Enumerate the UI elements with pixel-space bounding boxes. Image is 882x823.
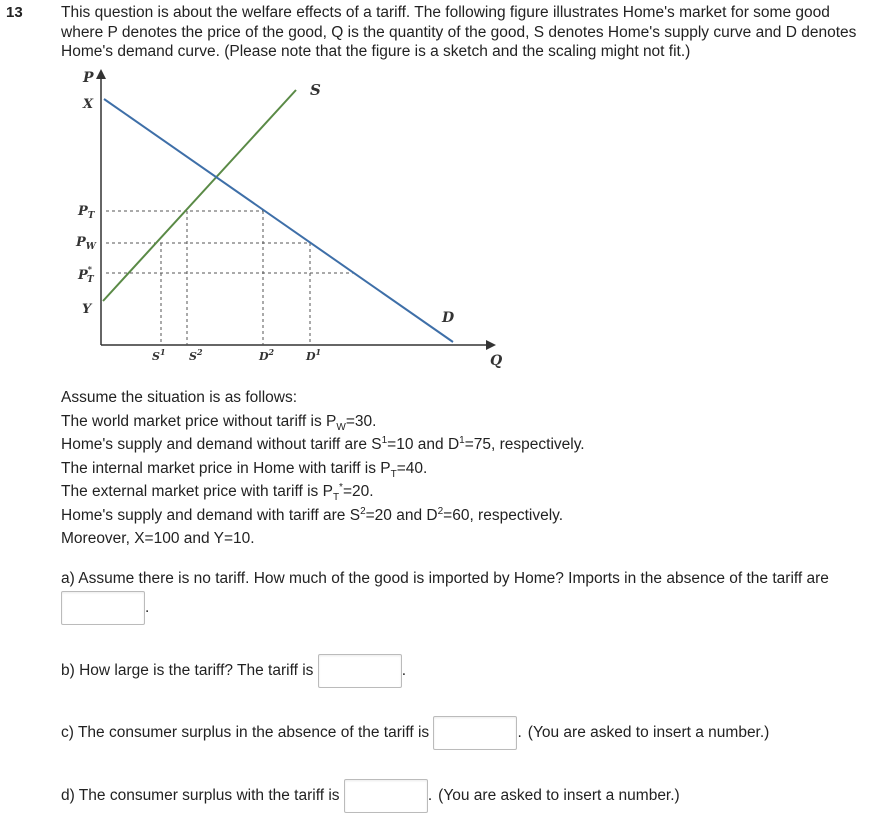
part-b-answer-input[interactable]	[318, 654, 402, 688]
part-d-answer-input[interactable]	[344, 779, 428, 813]
x-label: X	[83, 97, 94, 112]
assumption-tariff-quantities: Home's supply and demand with tariff are $S^2=20$ and $D^2=60$, respectively.	[61, 505, 564, 524]
s2-label: $S^2$	[189, 347, 203, 363]
supply-curve	[103, 90, 296, 301]
part-c-answer-input[interactable]	[433, 716, 517, 750]
d1-label: $D^1$	[306, 347, 322, 363]
x-axis-arrow	[486, 340, 496, 350]
question-number: 13	[6, 4, 23, 21]
part-d-text: d) The consumer surplus with the tariff is	[61, 787, 340, 805]
part-d-suffix: .	[427, 787, 433, 804]
assumptions-block	[61, 386, 585, 551]
part-c-text: c) The consumer surplus in the absence of the tariff is	[61, 724, 430, 742]
d2-label: $D^2$	[259, 347, 275, 363]
tariff-figure	[58, 63, 518, 378]
y-label: Y	[82, 302, 92, 317]
part-b-suffix: .	[401, 662, 407, 679]
part-d-note: (You are asked to insert a number.)	[438, 787, 680, 805]
part-c-note: (You are asked to insert a number.)	[527, 724, 770, 742]
demand-curve	[104, 99, 453, 342]
assumption-x-y: Moreover, X=100 and Y=10.	[61, 530, 255, 547]
pt-label: $P_T$	[78, 204, 95, 221]
part-d-row	[61, 779, 680, 813]
assumption-no-tariff-quantities: Home's supply and demand without tariff are $S^1=10$ and $D^1=75$, respectively.	[61, 434, 585, 453]
part-a-suffix: .	[145, 599, 150, 616]
y-axis-arrow	[96, 69, 106, 79]
part-c-row	[61, 716, 769, 750]
assumption-external-price: The external market price with tariff is $P_T^*=20$.	[61, 481, 374, 504]
part-b-text: b) How large is the tariff? The tariff is	[61, 662, 314, 680]
pw-label: $P_W$	[76, 235, 96, 252]
s-curve-label: S	[310, 81, 321, 99]
q-axis-label: Q	[490, 353, 503, 369]
assumptions-heading: Assume the situation is as follows:	[61, 389, 298, 406]
p-axis-label: P	[83, 70, 94, 86]
part-b-row	[61, 654, 406, 688]
part-a-text: a) Assume there is no tariff. How much of the good is imported by Home? Imports in the absence of the tariff are	[61, 570, 829, 587]
d-curve-label: D	[442, 310, 455, 326]
part-a-answer-input[interactable]	[61, 591, 145, 625]
part-c-suffix: .	[517, 724, 522, 741]
s1-label: $S^1$	[152, 347, 166, 363]
assumption-internal-price: The internal market price in Home with tariff is $P_T=40$.	[61, 459, 428, 480]
assumption-world-price: The world market price without tariff is $P_W=30$.	[61, 412, 377, 433]
question-intro: This question is about the welfare effects of a tariff. The following figure illustrates Home's market for some good where P denotes the price of the good, Q is the quantity of the good, S denotes Home's supply curve and D denotes Home's demand curve. (Please note that the figure is a sketch and the scaling might not fit.)	[61, 4, 857, 60]
part-a-answer-row	[61, 591, 149, 625]
pt-star-label: P* T	[78, 264, 94, 285]
